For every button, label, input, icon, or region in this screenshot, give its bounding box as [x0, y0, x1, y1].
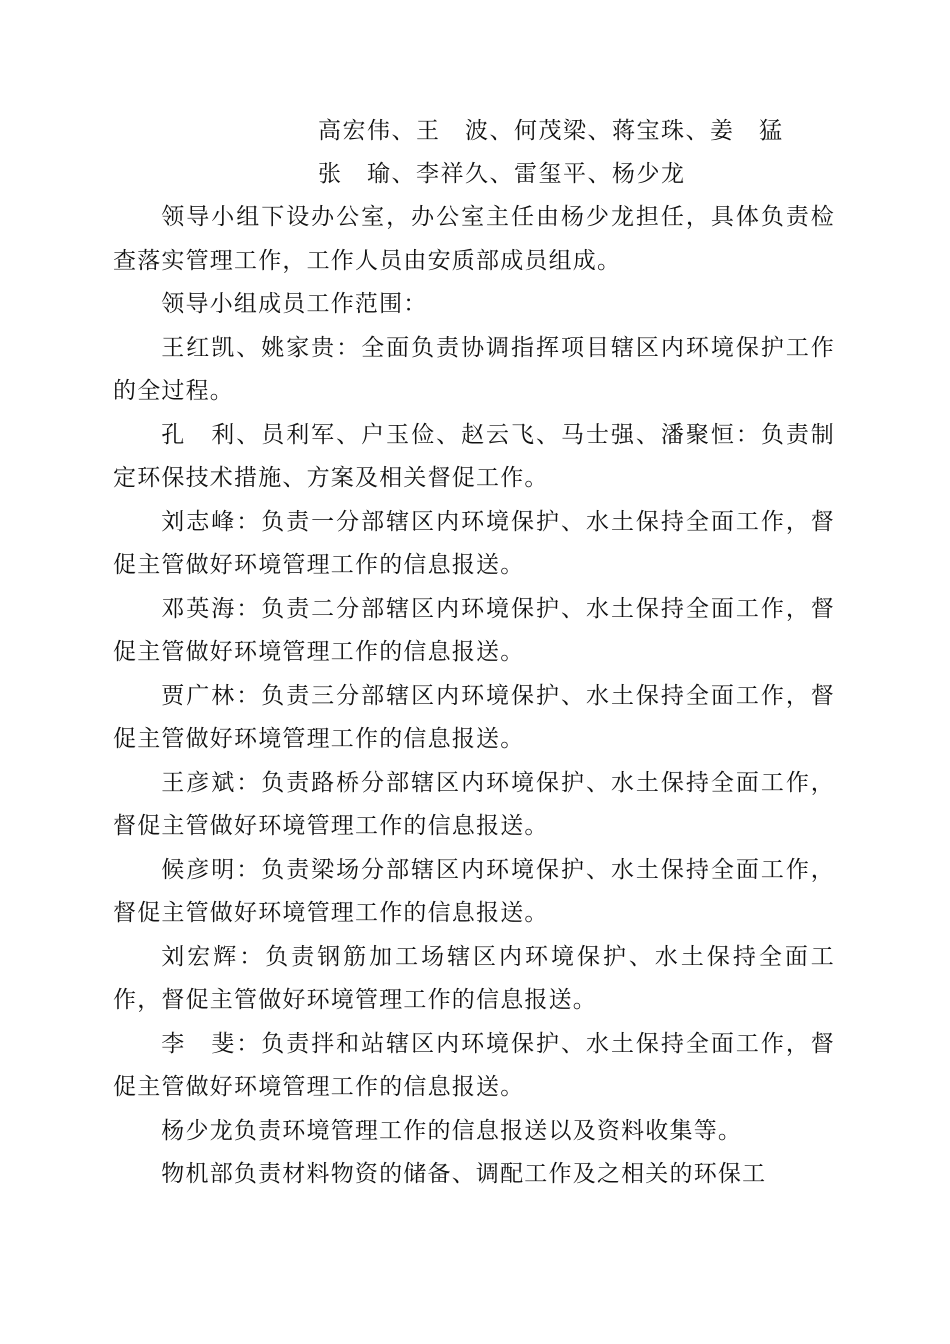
paragraph-yang-shaolong: 杨少龙负责环境管理工作的信息报送以及资料收集等。	[161, 1117, 743, 1144]
document-body	[113, 196, 835, 1197]
paragraph-scope-heading: 领导小组成员工作范围：	[161, 291, 428, 317]
paragraph-liu-honghui: 刘宏辉：负责钢筋加工场辖区内环境保护、水土保持全面工作，督促主管做好环境管理工作的信息报送。	[113, 943, 835, 1013]
paragraph-liu-zhifeng: 刘志峰：负责一分部辖区内环境保护、水土保持全面工作，督促主管做好环境管理工作的信息报送。	[113, 508, 835, 578]
paragraph-materials-dept: 物机部负责材料物资的储备、调配工作及之相关的环保工	[161, 1161, 767, 1187]
member-names-line-2: 张 瑜、李祥久、雷玺平、杨少龙	[318, 161, 686, 187]
paragraph-hou-yanming: 候彦明：负责梁场分部辖区内环境保护、水土保持全面工作，督促主管做好环境管理工作的信息报送。	[113, 856, 835, 926]
paragraph-jia-guanglin: 贾广林：负责三分部辖区内环境保护、水土保持全面工作，督促主管做好环境管理工作的信息报送。	[113, 682, 835, 752]
paragraph-li-fei: 李 斐：负责拌和站辖区内环境保护、水土保持全面工作，督促主管做好环境管理工作的信息报送。	[113, 1030, 835, 1100]
paragraph-wang-yanbin: 王彦斌：负责路桥分部辖区内环境保护、水土保持全面工作，督促主管做好环境管理工作的信息报送。	[113, 769, 835, 839]
paragraph-deng-yinghai: 邓英海：负责二分部辖区内环境保护、水土保持全面工作，督促主管做好环境管理工作的信息报送。	[113, 595, 835, 665]
paragraph-office: 领导小组下设办公室，办公室主任由杨少龙担任，具体负责检查落实管理工作，工作人员由安质部成员组成。	[113, 204, 835, 274]
member-names-line-1: 高宏伟、王 波、何茂梁、蒋宝珠、姜 猛	[318, 118, 784, 144]
paragraph-kong-group: 孔 利、员利军、户玉俭、赵云飞、马士强、潘聚恒：负责制定环保技术措施、方案及相关督促工作。	[113, 421, 835, 491]
paragraph-wang-yao: 王红凯、姚家贵：全面负责协调指挥项目辖区内环境保护工作的全过程。	[113, 334, 835, 404]
